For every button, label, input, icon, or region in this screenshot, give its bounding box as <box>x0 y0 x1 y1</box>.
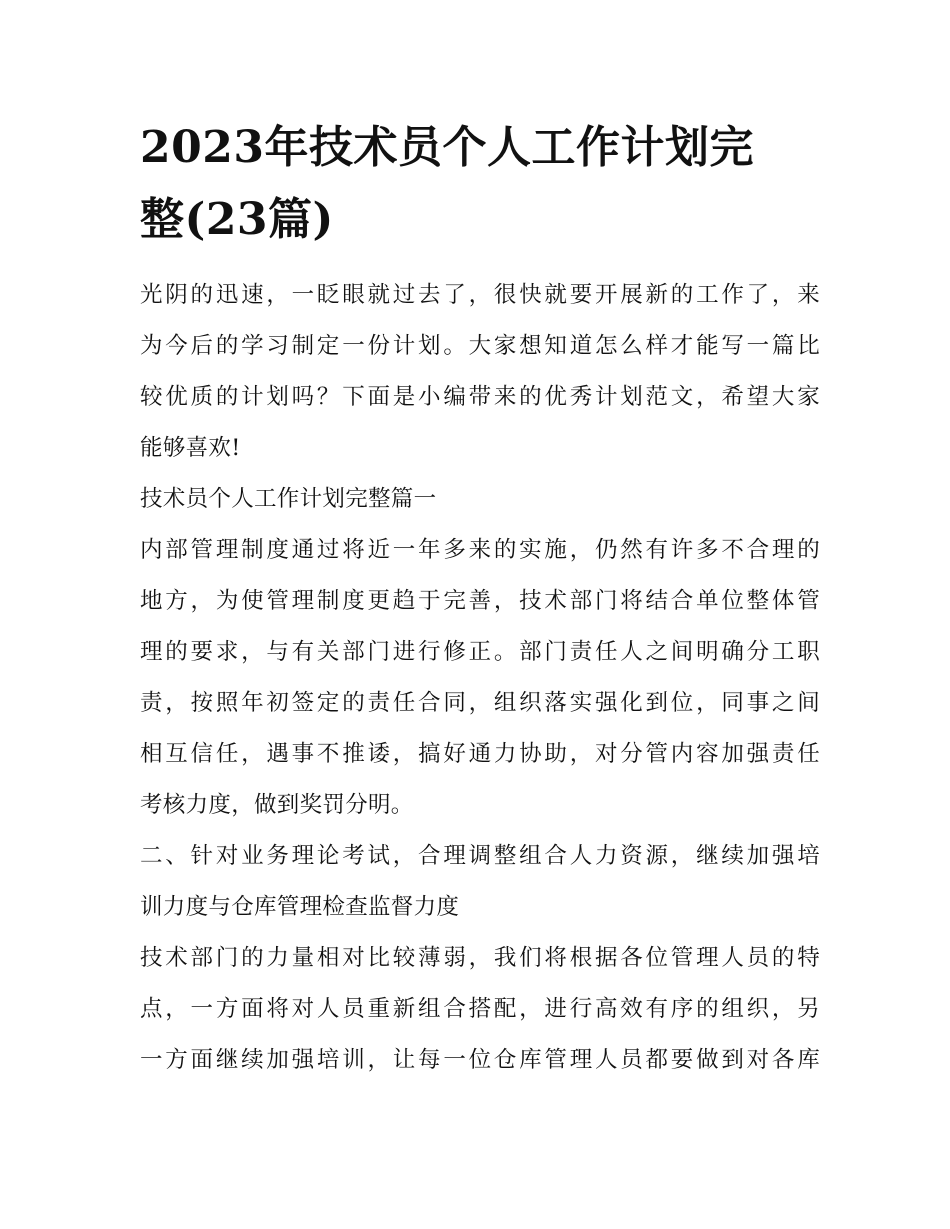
paragraph-line: 较优质的计划吗？下面是小编带来的优秀计划范文，希望大家 <box>140 384 820 410</box>
paragraph-line: 内部管理制度通过将近一年多来的实施，仍然有许多不合理的 <box>140 537 820 563</box>
paragraph-line: 地方，为使管理制度更趋于完善，技术部门将结合单位整体管 <box>140 588 820 614</box>
subheading-line: 二、针对业务理论考试，合理调整组合人力资源，继续加强培 <box>140 843 820 869</box>
paragraph-line: 光阴的迅速，一眨眼就过去了，很快就要开展新的工作了，来 <box>140 282 820 308</box>
paragraph-line: 理的要求，与有关部门进行修正。部门责任人之间明确分工职 <box>140 639 820 665</box>
document-title <box>140 112 820 256</box>
paragraph-line: 点，一方面将对人员重新组合搭配，进行高效有序的组织，另 <box>140 996 820 1022</box>
paragraph-line: 技术部门的力量相对比较薄弱，我们将根据各位管理人员的特 <box>140 945 820 971</box>
paragraph-line: 能够喜欢! <box>140 435 241 461</box>
paragraph-line: 责，按照年初签定的责任合同，组织落实强化到位，同事之间 <box>140 690 820 716</box>
title-line: 整(23篇) <box>140 194 334 245</box>
document-body <box>140 270 820 1086</box>
document-page <box>140 112 820 1086</box>
title-line: 2023年技术员个人工作计划完 <box>140 122 754 173</box>
section-heading: 技术员个人工作计划完整篇一 <box>140 486 437 512</box>
subheading-line: 训力度与仓库管理检查监督力度 <box>140 894 460 920</box>
paragraph-line: 考核力度，做到奖罚分明。 <box>140 792 414 818</box>
paragraph-line: 一方面继续加强培训，让每一位仓库管理人员都要做到对各库 <box>140 1047 820 1073</box>
paragraph-line: 为今后的学习制定一份计划。大家想知道怎么样才能写一篇比 <box>140 333 820 359</box>
paragraph-line: 相互信任，遇事不推诿，搞好通力协助，对分管内容加强责任 <box>140 741 820 767</box>
